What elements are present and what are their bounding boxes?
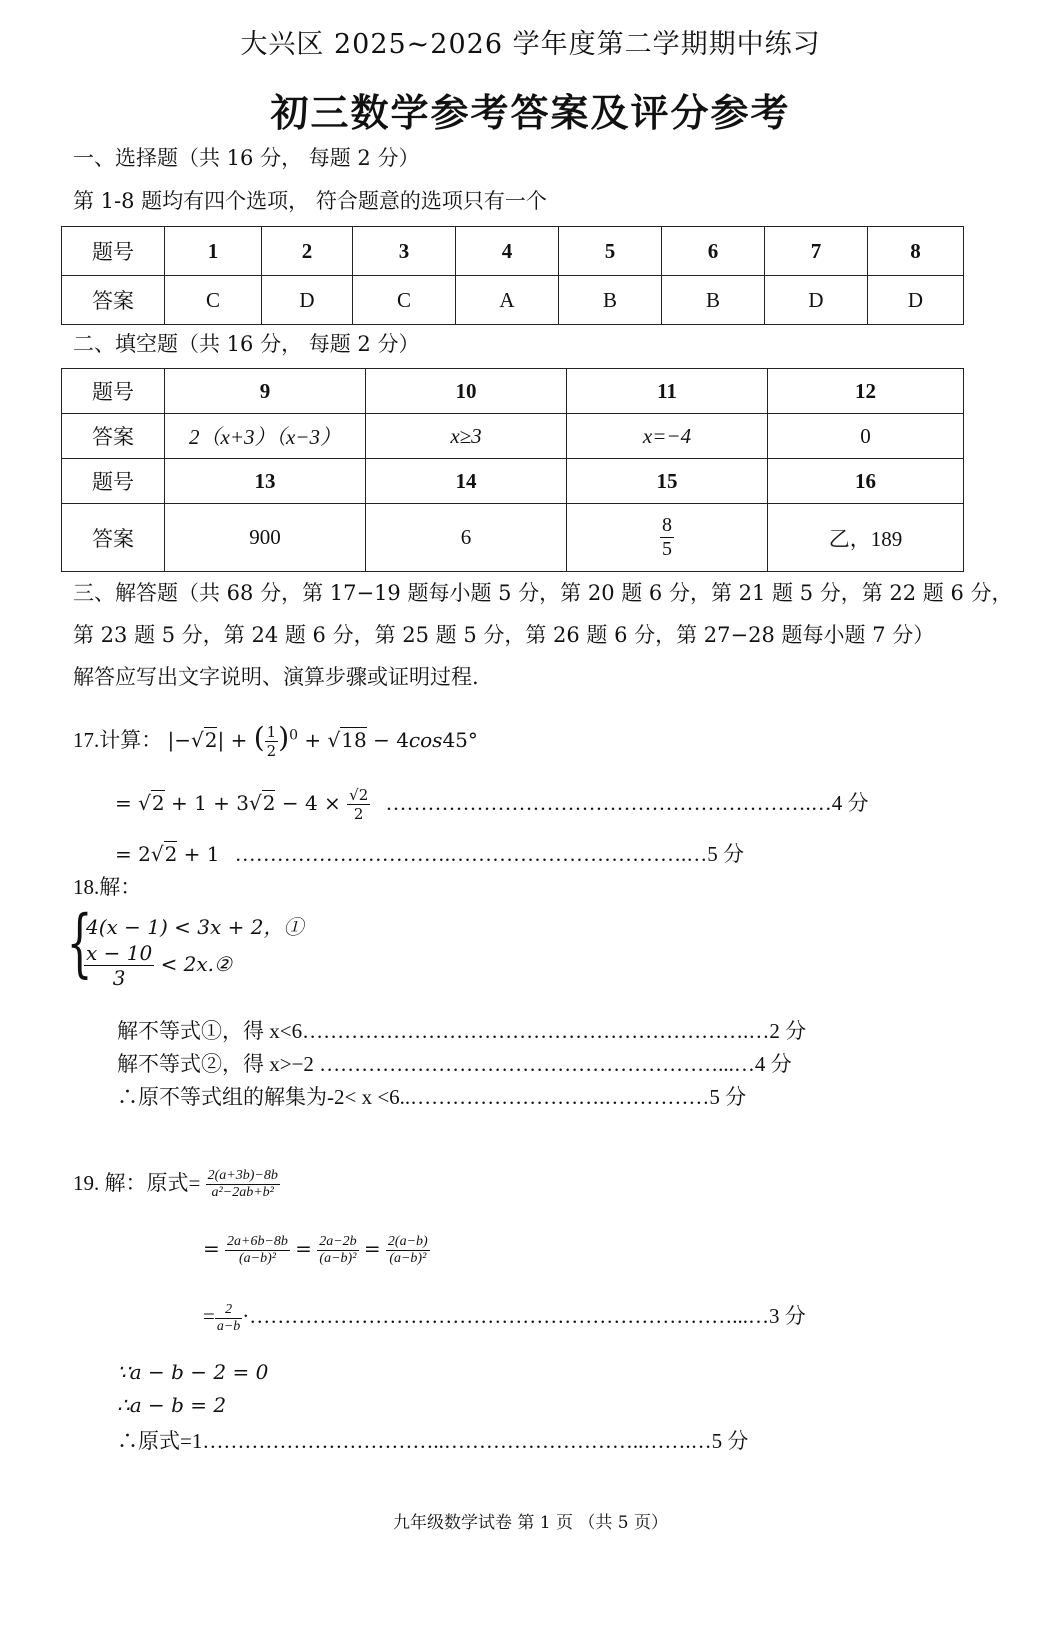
q18-label: 18.解： bbox=[73, 875, 142, 899]
fill-answer-table bbox=[61, 368, 964, 572]
answer-cell: B bbox=[559, 276, 662, 325]
question-number: 15 bbox=[567, 459, 768, 504]
table-header-cell: 题号 bbox=[62, 227, 165, 276]
q18-step3: ∴原不等式组的解集为-2< x <6..……………………….……………5 分 bbox=[117, 1085, 747, 1109]
q17-step1-score: …………………………………………………….…4 分 bbox=[385, 791, 869, 815]
q19-f1-den: a²−2ab+b² bbox=[211, 1185, 274, 1200]
section3-heading-line2: 第 23 题 5 分，第 24 题 6 分，第 25 题 5 分，第 26 题 6 分，第 27−28 题每小题 7 分） bbox=[73, 623, 935, 647]
answer-cell: x=−4 bbox=[567, 414, 768, 459]
question-number: 13 bbox=[165, 459, 366, 504]
answer-cell: x≥3 bbox=[366, 414, 567, 459]
q19-step2: = $\frac{2}{a-b}$ ·……………………………………………………………...…3 分 bbox=[203, 1301, 806, 1334]
answer-cell: D bbox=[262, 276, 353, 325]
answer-cell: 6 bbox=[366, 504, 567, 572]
q19-f2-den: (a−b)² bbox=[238, 1251, 276, 1266]
q19-therefore-2: ∴原式=1……………………………..………………………..…….…5 分 bbox=[117, 1429, 749, 1453]
question-number: 11 bbox=[567, 369, 768, 414]
answer-cell: D bbox=[765, 276, 868, 325]
q19-label: 19. 解：原式= bbox=[73, 1171, 201, 1195]
fraction-answer bbox=[660, 514, 674, 561]
q18-inequality-2 bbox=[84, 941, 232, 990]
section2-heading: 二、填空题（共 16 分， 每题 2 分） bbox=[73, 332, 420, 356]
q19-because: ∵a − b − 2 = 0 bbox=[117, 1360, 269, 1384]
fraction-numerator: 8 bbox=[662, 514, 672, 536]
q19-f2-num: 2a+6b−8b bbox=[227, 1234, 288, 1249]
question-number: 2 bbox=[262, 227, 353, 276]
question-number: 16 bbox=[768, 459, 964, 504]
q19-f1-num: 2(a+3b)−8b bbox=[207, 1168, 278, 1183]
question-number: 14 bbox=[366, 459, 567, 504]
q19-f4-den: (a−b)² bbox=[389, 1251, 427, 1266]
ineq2-denominator: 3 bbox=[112, 966, 126, 990]
table-header-cell: 答案 bbox=[62, 414, 165, 459]
table-header-cell: 答案 bbox=[62, 276, 165, 325]
q17-step2: = 2√2 + 1 ………………………….…………………………….…5 分 bbox=[115, 842, 745, 866]
question-number: 3 bbox=[353, 227, 456, 276]
q17-step2-score: ………………………….…………………………….…5 分 bbox=[234, 842, 745, 866]
question-number: 10 bbox=[366, 369, 567, 414]
answer-cell: 2（x+3）（x−3） bbox=[165, 414, 366, 459]
fraction-denominator: 5 bbox=[662, 538, 672, 560]
answer-cell: A bbox=[456, 276, 559, 325]
q17-label: 17.计算： bbox=[73, 728, 163, 752]
question-number: 4 bbox=[456, 227, 559, 276]
q17-problem: 17.计算： |−√2| + ( $\frac{1}{2}$ )$^0$ + √18 − 4cos45° bbox=[73, 721, 478, 760]
answer-cell: 0 bbox=[768, 414, 964, 459]
q18-step1: 解不等式①，得 x<6……………………………………………………….…2 分 bbox=[117, 1019, 807, 1043]
ineq2-numerator: x − 10 bbox=[86, 941, 153, 965]
q19-f5-den: a−b bbox=[216, 1318, 241, 1334]
section3-instruction: 解答应写出文字说明、演算步骤或证明过程. bbox=[73, 665, 479, 689]
exam-subtitle: 大兴区 2025~2026 学年度第二学期期中练习 bbox=[240, 29, 821, 60]
page-footer: 九年级数学试卷 第 1 页 （共 5 页） bbox=[392, 1513, 669, 1533]
page-title: 初三数学参考答案及评分参考 bbox=[270, 90, 791, 135]
answer-cell: C bbox=[353, 276, 456, 325]
answer-cell: 900 bbox=[165, 504, 366, 572]
choice-answer-table bbox=[61, 226, 964, 325]
q19-f3-num: 2a−2b bbox=[319, 1234, 357, 1249]
q17-step1: = √2 + 1 + 3√2 − 4 × $\frac{√2}{2}$ …………………………………………………….…4 分 bbox=[115, 786, 869, 823]
answer-cell: 乙，189 bbox=[768, 504, 964, 572]
section3-heading-line1: 三、解答题（共 68 分，第 17−19 题每小题 5 分，第 20 题 6 分，第 21 题 5 分，第 22 题 6 分， bbox=[73, 581, 1013, 605]
answer-cell: D bbox=[868, 276, 964, 325]
table-header-cell: 题号 bbox=[62, 369, 165, 414]
q18-inequality-1: 4(x − 1) < 3x + 2，① bbox=[86, 915, 304, 939]
answer-cell bbox=[567, 504, 768, 572]
q18-step2: 解不等式②，得 x>−2 …………………………………………………...…4 分 bbox=[117, 1052, 792, 1076]
answer-cell: B bbox=[662, 276, 765, 325]
ineq2-rest: < 2x.② bbox=[160, 952, 232, 976]
q19-f5-num: 2 bbox=[215, 1302, 242, 1319]
q19-f3-den: (a−b)² bbox=[319, 1251, 357, 1266]
question-number: 1 bbox=[165, 227, 262, 276]
question-number: 6 bbox=[662, 227, 765, 276]
table-header-cell: 题号 bbox=[62, 459, 165, 504]
q19-problem bbox=[73, 1167, 280, 1201]
q19-therefore-1: ∴a − b = 2 bbox=[117, 1393, 227, 1417]
q19-step2-score: ·……………………………………………………………...…3 分 bbox=[242, 1304, 806, 1328]
q19-f4-num: 2(a−b) bbox=[387, 1234, 428, 1249]
table-header-cell: 答案 bbox=[62, 504, 165, 572]
question-number: 5 bbox=[559, 227, 662, 276]
question-number: 9 bbox=[165, 369, 366, 414]
system-brace: { bbox=[66, 900, 93, 986]
section1-heading: 一、选择题（共 16 分， 每题 2 分） bbox=[73, 146, 420, 170]
question-number: 8 bbox=[868, 227, 964, 276]
question-number: 7 bbox=[765, 227, 868, 276]
question-number: 12 bbox=[768, 369, 964, 414]
answer-cell: C bbox=[165, 276, 262, 325]
q19-step1: = $\frac{2a+6b-8b}{\text{(a−b)²}}$ = $\frac{2a-2b}{\text{(a−b)²}}$ = $\frac{2(a-b)}{\text{(a−b)²}}$ bbox=[203, 1234, 428, 1266]
section1-note: 第 1-8 题均有四个选项， 符合题意的选项只有一个 bbox=[73, 189, 547, 213]
